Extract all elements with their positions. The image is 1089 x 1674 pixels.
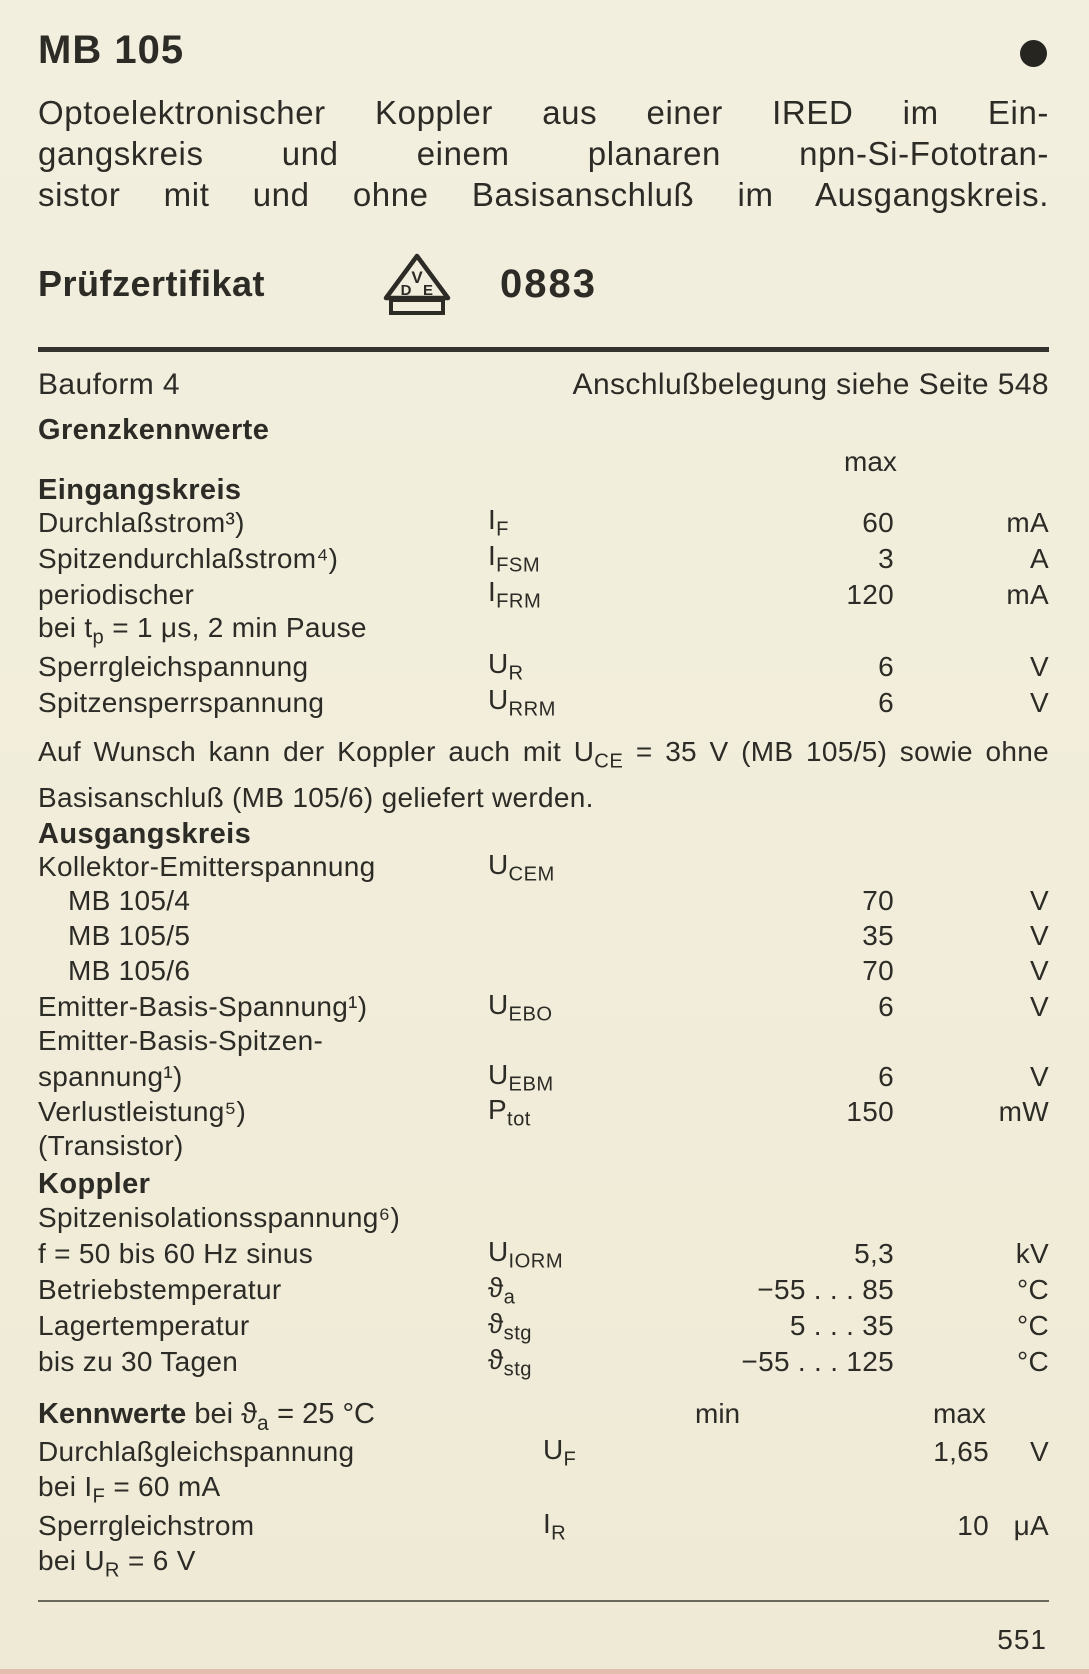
row-unit: mW: [998, 1096, 1049, 1128]
row-symbol: $I_R$: [543, 1507, 567, 1545]
row-label: Verlustleistung⁵): [38, 1096, 247, 1128]
row-unit: V: [1030, 885, 1049, 917]
row-value: 3: [878, 542, 894, 574]
table-row: [38, 1434, 1049, 1471]
section-title-grenzkennwerte: Grenzkennwerte: [38, 414, 270, 446]
row-unit: °C: [1016, 1346, 1049, 1378]
device-description: [38, 92, 1049, 215]
page-marker-dot: [1020, 40, 1047, 67]
table-row: [38, 989, 1049, 1024]
row-symbol: $U_{EBM}$: [488, 1058, 554, 1096]
row-label: bis zu 30 Tagen: [38, 1346, 239, 1378]
row-label: MB 105/5: [68, 920, 191, 952]
section-title-kennwerte: Kennwerte: [38, 1397, 187, 1430]
table-row: [38, 612, 1049, 648]
row-unit: °C: [1016, 1310, 1049, 1342]
row-value: 10: [957, 1510, 989, 1542]
page-title: MB 105: [38, 28, 185, 72]
row-label: bei $I_F = 60$ mA: [38, 1470, 221, 1508]
table-row: [38, 1308, 1049, 1344]
kennwerte-header: Kennwerte bei $ϑ_a = 25$ °C min max: [38, 1394, 1049, 1434]
row-symbol: $U_R$: [488, 648, 524, 685]
table-row: [38, 504, 1049, 540]
row-label: spannung¹): [38, 1061, 183, 1093]
row-label: MB 105/6: [68, 955, 191, 987]
row-label: Durchlaßgleichspannung: [38, 1436, 355, 1468]
row-unit: V: [1030, 991, 1049, 1023]
row-value: −55 . . . 85: [757, 1274, 894, 1306]
row-value: 70: [862, 885, 894, 917]
row-label: bei $U_R = 6$ V: [38, 1544, 196, 1582]
table-row: [38, 1545, 1049, 1582]
table-row: [38, 1471, 1049, 1508]
table-row: [38, 1094, 1049, 1129]
table-row: [38, 849, 1049, 884]
table-row: [38, 954, 1049, 989]
row-symbol: $U_F$: [543, 1433, 577, 1471]
table-row: [38, 1059, 1049, 1094]
eingangskreis-table: [38, 504, 1049, 720]
column-header-min: min: [695, 1397, 741, 1429]
row-value: 70: [862, 955, 894, 987]
description-line: gangskreis und einem planaren npn-Si-Fototran-: [38, 135, 1049, 172]
row-label: (Transistor): [38, 1130, 184, 1162]
row-symbol: $I_{FRM}$: [488, 576, 542, 613]
row-symbol: $ϑ_{stg}$: [488, 1343, 533, 1381]
row-unit: μA: [1013, 1510, 1049, 1542]
row-value: 6: [878, 686, 894, 718]
row-label: Sperrgleichstrom: [38, 1510, 255, 1542]
certificate-label: Prüfzertifikat: [38, 263, 266, 304]
row-unit: V: [1030, 686, 1049, 718]
svg-text:V: V: [411, 268, 423, 287]
table-row: [38, 1024, 1049, 1059]
vde-logo-icon: [376, 251, 458, 317]
certificate-number: 0883: [500, 261, 597, 306]
section-title-eingangskreis: Eingangskreis: [38, 474, 242, 506]
row-label: periodischer: [38, 578, 195, 610]
row-label: MB 105/4: [68, 885, 191, 917]
bauform-row: [38, 368, 1049, 402]
table-row: [38, 540, 1049, 576]
section-title-ausgangskreis: Ausgangskreis: [38, 817, 252, 850]
row-value: 150: [846, 1096, 894, 1128]
row-value: 6: [878, 1061, 894, 1093]
row-symbol: $I_{FSM}$: [488, 540, 541, 577]
order-option-note: [38, 734, 1049, 815]
certificate-row: [38, 251, 1049, 317]
row-unit: V: [1030, 1436, 1049, 1468]
table-row: [38, 1344, 1049, 1380]
section-divider: [38, 347, 1049, 352]
row-label: Emitter-Basis-Spannung¹): [38, 991, 368, 1023]
row-symbol: $U_{IORM}$: [488, 1235, 564, 1273]
table-row: [38, 884, 1049, 919]
ausgangskreis-table: [38, 849, 1049, 1164]
bauform-label: Bauform 4: [38, 368, 180, 401]
row-value: 5 . . . 35: [789, 1310, 894, 1342]
row-label: Durchlaßstrom³): [38, 506, 245, 538]
row-symbol: $I_F$: [488, 504, 509, 541]
svg-text:D: D: [400, 282, 412, 299]
note-line: Auf Wunsch kann der Koppler auch mit $U_{CE} = 35$ V (MB 105/5) sowie ohne: [38, 736, 1050, 773]
table-row: [38, 1508, 1049, 1545]
row-symbol: $U_{RRM}$: [488, 684, 556, 721]
row-value: 5,3: [854, 1238, 894, 1270]
row-symbol: $U_{EBO}$: [488, 988, 553, 1026]
row-label: Lagertemperatur: [38, 1310, 250, 1342]
row-label: f = 50 bis 60 Hz sinus: [38, 1238, 314, 1270]
table-row: [38, 1236, 1049, 1272]
table-row: [38, 919, 1049, 954]
row-symbol: $ϑ_a$: [488, 1271, 516, 1309]
bottom-divider: [38, 1600, 1049, 1602]
row-label: Spitzenisolationsspannung⁶): [38, 1201, 401, 1233]
column-header-row: [38, 446, 1049, 477]
row-label: bei $t_p = 1$ μs, 2 min Pause: [38, 612, 367, 649]
row-value: 6: [878, 650, 894, 682]
row-unit: V: [1030, 955, 1049, 987]
table-row: [38, 1200, 1049, 1236]
row-value: 1,65: [933, 1436, 989, 1468]
row-label: Betriebstemperatur: [38, 1274, 282, 1306]
table-row: [38, 1129, 1049, 1164]
table-row: [38, 648, 1049, 684]
row-value: 35: [862, 920, 894, 952]
pinout-reference: Anschlußbelegung siehe Seite 548: [572, 368, 1049, 401]
column-header-max: max: [933, 1397, 986, 1429]
svg-text:E: E: [422, 282, 434, 299]
koppler-table: [38, 1200, 1049, 1380]
row-unit: V: [1030, 920, 1049, 952]
note-line: Basisanschluß (MB 105/6) geliefert werden.: [38, 781, 594, 813]
row-unit: kV: [1015, 1238, 1049, 1270]
page-number: 551: [997, 1623, 1047, 1655]
kennwerte-table: [38, 1434, 1049, 1582]
column-header-max: max: [844, 446, 897, 477]
row-symbol: $ϑ_{stg}$: [488, 1307, 533, 1345]
description-line: Optoelektronischer Koppler aus einer IRED im Ein-: [38, 94, 1049, 131]
description-line: sistor mit und ohne Basisanschluß im Ausgangskreis.: [38, 176, 1049, 213]
row-unit: mA: [1006, 506, 1049, 538]
section-title-koppler: Koppler: [38, 1167, 151, 1200]
row-value: 60: [862, 506, 894, 538]
row-label: Spitzendurchlaßstrom⁴): [38, 542, 339, 574]
row-label: Kollektor-Emitterspannung: [38, 851, 376, 883]
row-unit: °C: [1016, 1274, 1049, 1306]
row-unit: mA: [1006, 578, 1049, 610]
table-row: [38, 684, 1049, 720]
row-label: Spitzensperrspannung: [38, 686, 325, 718]
table-row: [38, 1272, 1049, 1308]
row-value: −55 . . . 125: [741, 1346, 894, 1378]
row-value: 6: [878, 991, 894, 1023]
row-unit: V: [1030, 650, 1049, 682]
row-unit: A: [1030, 542, 1049, 574]
row-symbol: $P_{tot}$: [488, 1093, 531, 1131]
table-row: [38, 576, 1049, 612]
row-label: Sperrgleichspannung: [38, 650, 309, 682]
row-value: 120: [846, 578, 894, 610]
row-unit: V: [1030, 1061, 1049, 1093]
row-label: Emitter-Basis-Spitzen-: [38, 1025, 324, 1057]
row-symbol: $U_{CEM}$: [488, 848, 555, 886]
